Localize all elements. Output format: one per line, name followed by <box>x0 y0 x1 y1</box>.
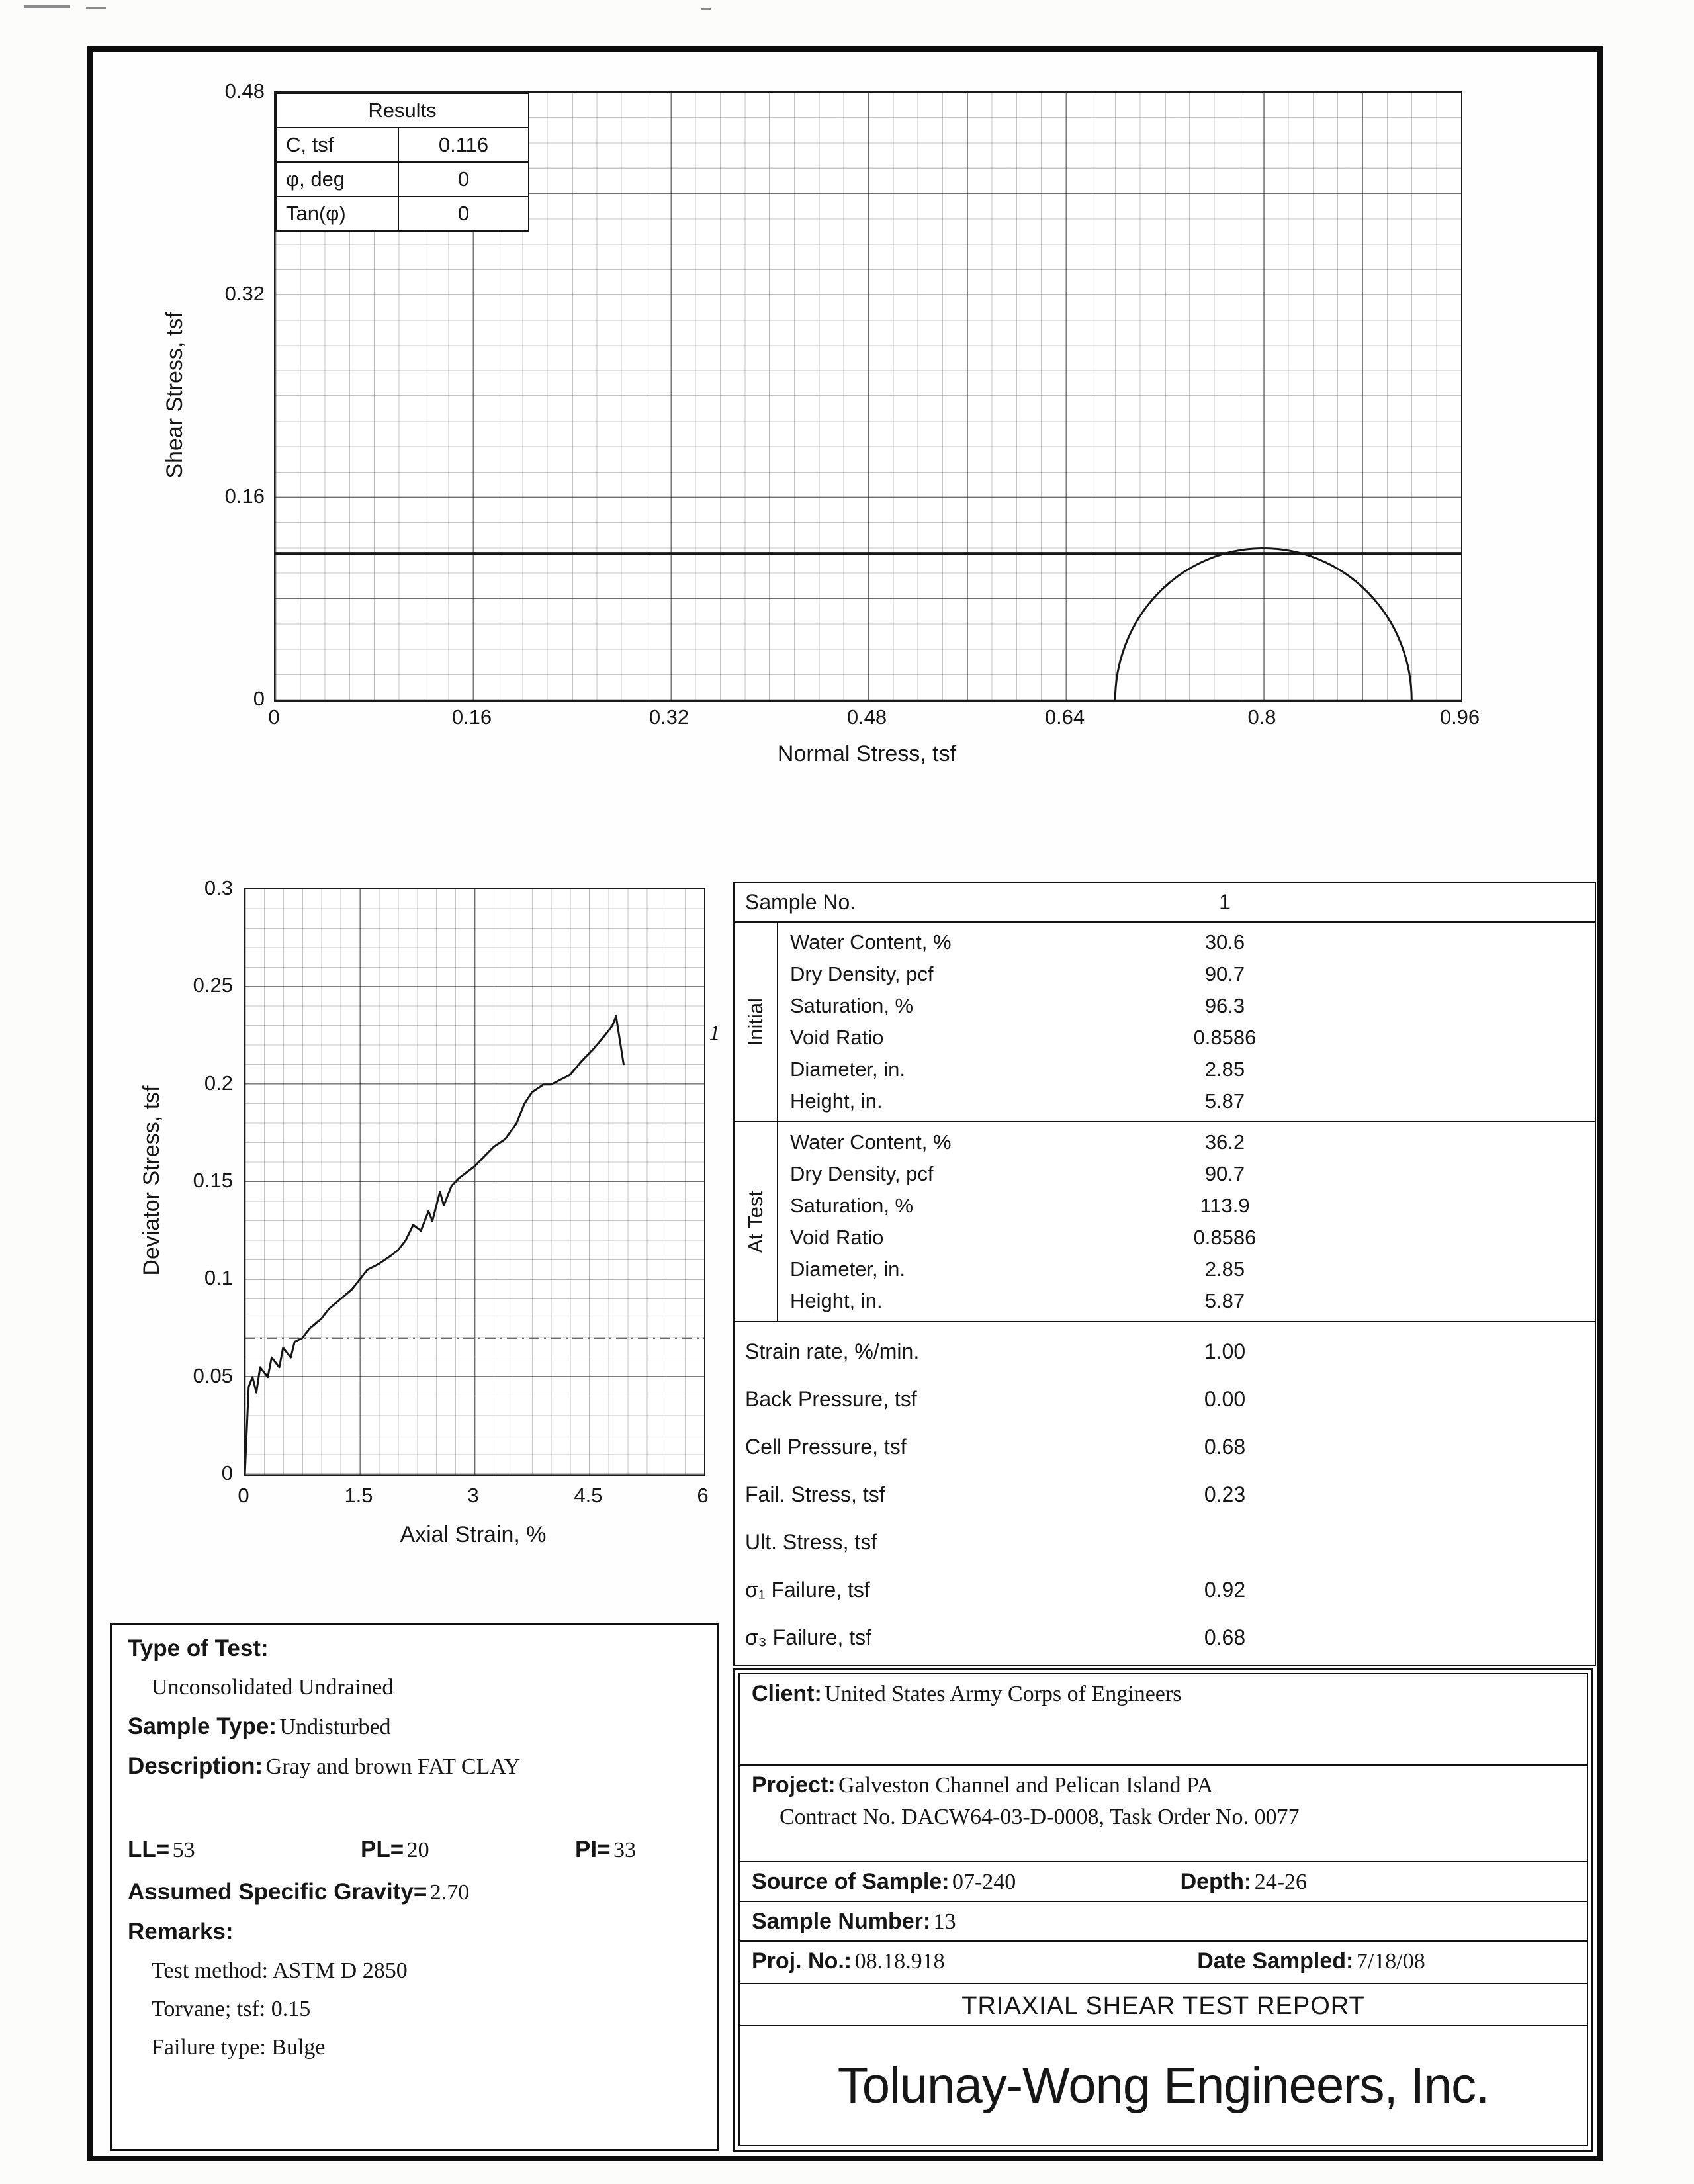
client-label: Client: <box>752 1681 822 1706</box>
at-test-block <box>735 1122 1595 1322</box>
ll-pair: LL= 53 <box>128 1837 195 1862</box>
client-value: United States Army Corps of Engineers <box>825 1682 1182 1706</box>
stress-strain-plot <box>244 888 705 1476</box>
sample-no-label: Sample No. <box>745 890 856 914</box>
curve-series-label: 1 <box>709 1021 720 1044</box>
table-row: Strain rate, %/min. 1.00 <box>745 1340 1246 1363</box>
project-label: Project: <box>752 1772 836 1797</box>
y-tick-label: 0.32 <box>224 282 265 305</box>
table-row: Diameter, in. 2.85 <box>790 1058 1245 1081</box>
tan-phi-label: Tan(φ) <box>277 197 399 230</box>
y-tick-label: 0.3 <box>204 876 233 899</box>
at-test-group-label: At Test <box>735 1122 778 1321</box>
table-row: Height, in. 5.87 <box>790 1089 1245 1113</box>
y-axis-title: Shear Stress, tsf <box>162 312 187 478</box>
table-row <box>277 197 528 230</box>
table-row: Void Ratio 0.8586 <box>790 1226 1257 1249</box>
sample-type-line: Sample Type: Undisturbed <box>128 1713 391 1739</box>
source-value: 07-240 <box>952 1870 1016 1894</box>
pl-pair: PL= 20 <box>361 1837 429 1862</box>
y-tick-label: 0.16 <box>224 484 265 508</box>
x-tick-label: 0 <box>238 1484 249 1507</box>
project-row <box>740 1766 1587 1862</box>
y-tick-label: 0 <box>253 687 265 710</box>
sample-no-row <box>735 883 1595 923</box>
company-row <box>740 2026 1587 2145</box>
x-axis-title: Normal Stress, tsf <box>777 741 957 766</box>
remarks-label: Remarks: <box>128 1919 234 1944</box>
tan-phi-value: 0 <box>457 202 470 225</box>
table-row: Ult. Stress, tsf <box>745 1530 877 1554</box>
scan-artifact <box>86 7 106 9</box>
pi-pair: PI= 33 <box>575 1837 636 1862</box>
table-row <box>277 128 528 163</box>
y-tick-label: 0.1 <box>204 1266 233 1289</box>
type-of-test-label: Type of Test: <box>128 1635 269 1661</box>
table-row: σ₁ Failure, tsf 0.92 <box>745 1578 1246 1602</box>
client-row <box>740 1674 1587 1766</box>
x-axis-title: Axial Strain, % <box>400 1522 547 1547</box>
project-info-box <box>733 1668 1593 2152</box>
phi-label: φ, deg <box>277 163 399 196</box>
x-tick-label: 0.48 <box>846 705 887 729</box>
x-tick-label: 6 <box>697 1484 709 1507</box>
cohesion-value: 0.116 <box>438 133 489 156</box>
y-axis-title: Deviator Stress, tsf <box>139 1085 164 1276</box>
y-tick-label: 0 <box>221 1461 233 1484</box>
initial-block <box>735 923 1595 1122</box>
table-row: Diameter, in. 2.85 <box>790 1257 1245 1281</box>
stress-strain-curve-svg <box>245 889 704 1475</box>
table-row: Dry Density, pcf 90.7 <box>790 962 1245 985</box>
type-of-test-value: Unconsolidated Undrained <box>152 1675 394 1700</box>
x-tick-label: 0.64 <box>1044 705 1085 729</box>
source-row <box>740 1862 1587 1902</box>
table-row: Saturation, % 113.9 <box>790 1194 1250 1217</box>
table-row: Saturation, % 96.3 <box>790 994 1245 1017</box>
cohesion-label: C, tsf <box>277 128 399 161</box>
table-row: Water Content, % 36.2 <box>790 1130 1245 1154</box>
y-tick-label: 0.05 <box>193 1364 233 1387</box>
table-row: Height, in. 5.87 <box>790 1289 1245 1312</box>
remark-line: Test method: ASTM D 2850 <box>152 1958 408 1983</box>
results-header: Results <box>277 94 528 128</box>
proj-no-value: 08.18.918 <box>854 1949 945 1974</box>
table-row: Dry Density, pcf 90.7 <box>790 1162 1245 1185</box>
sample-number-label: Sample Number: <box>752 1909 931 1934</box>
phi-value: 0 <box>457 167 470 191</box>
test-info-box <box>110 1623 719 2151</box>
project-value: Galveston Channel and Pelican Island PA <box>838 1773 1214 1797</box>
y-tick-label: 0.25 <box>193 974 233 997</box>
x-tick-label: 0.32 <box>648 705 690 729</box>
company-name: Tolunay-Wong Engineers, Inc. <box>837 2058 1490 2114</box>
date-sampled-pair: Date Sampled: 7/18/08 <box>1197 1948 1425 1974</box>
scan-artifact <box>24 5 70 8</box>
y-tick-label: 0.2 <box>204 1071 233 1095</box>
x-tick-label: 0.8 <box>1247 705 1276 729</box>
contract-line: Contract No. DACW64-03-D-0008, Task Order No. 0077 <box>780 1805 1300 1829</box>
scan-artifact <box>701 8 711 10</box>
table-row: Fail. Stress, tsf 0.23 <box>745 1482 1246 1506</box>
description-line: Description: Gray and brown FAT CLAY <box>128 1753 521 1779</box>
source-label: Source of Sample: <box>752 1869 950 1894</box>
atterberg-limits-line <box>128 1837 717 1866</box>
specific-gravity-line: Assumed Specific Gravity= 2.70 <box>128 1879 470 1905</box>
remark-line: Failure type: Bulge <box>152 2035 326 2060</box>
table-row: Cell Pressure, tsf 0.68 <box>745 1435 1246 1459</box>
sample-no-value: 1 <box>1219 890 1231 914</box>
remark-line: Torvane; tsf: 0.15 <box>152 1997 311 2021</box>
table-row: Void Ratio 0.8586 <box>790 1026 1257 1049</box>
test-parameters-rows <box>735 1322 1595 1665</box>
x-tick-label: 0.16 <box>451 705 492 729</box>
depth-pair: Depth: 24-26 <box>1180 1869 1308 1894</box>
table-row: Back Pressure, tsf 0.00 <box>745 1387 1246 1411</box>
table-row: Water Content, % 30.6 <box>790 931 1245 954</box>
report-title: TRIAXIAL SHEAR TEST REPORT <box>740 1984 1587 2026</box>
project-number-row <box>740 1942 1587 1984</box>
results-table <box>275 93 529 232</box>
x-tick-label: 0 <box>268 705 280 729</box>
table-row <box>277 163 528 197</box>
sample-number-value: 13 <box>933 1909 956 1934</box>
proj-no-label: Proj. No.: <box>752 1948 852 1974</box>
y-tick-label: 0.48 <box>224 79 265 103</box>
table-row: σ₃ Failure, tsf 0.68 <box>745 1625 1246 1649</box>
sample-data-table <box>733 882 1596 1666</box>
x-tick-label: 1.5 <box>344 1484 373 1507</box>
x-tick-label: 3 <box>467 1484 479 1507</box>
project-info-inner <box>738 1673 1588 2146</box>
x-tick-label: 0.96 <box>1439 705 1480 729</box>
sample-number-row <box>740 1902 1587 1942</box>
x-tick-label: 4.5 <box>574 1484 603 1507</box>
y-tick-label: 0.15 <box>193 1169 233 1192</box>
initial-group-label: Initial <box>735 923 778 1121</box>
